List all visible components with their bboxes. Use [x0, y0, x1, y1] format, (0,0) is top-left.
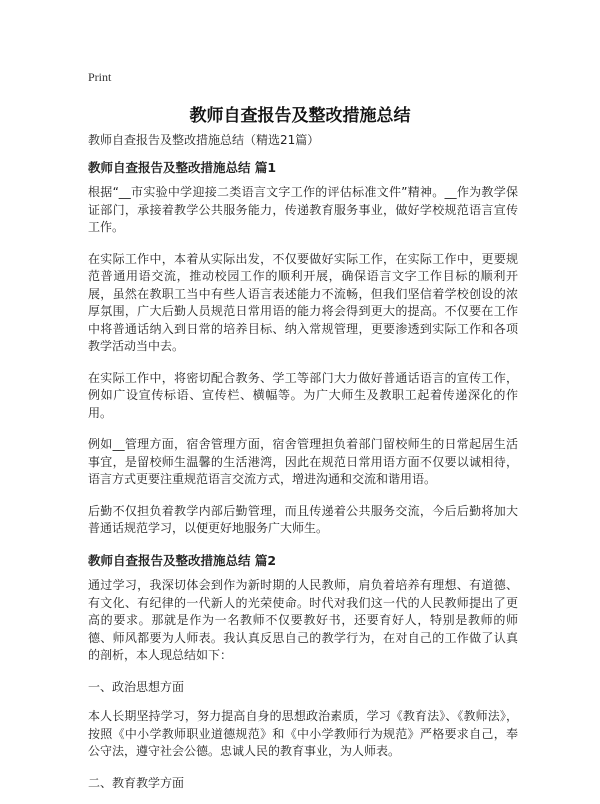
part1-paragraph-4: 例如__管理方面，宿舍管理方面，宿舍管理担负着部门留校师生的日常起居生活事宜，是留校师生温馨的生活港湾，因此在规范日常用语方面不仅要以诚相待，语言方式更要注重规范语言交流方式，增进沟通和交流和谐用语。 [88, 437, 518, 486]
part1-paragraph-3: 在实际工作中，将密切配合教务、学工等部门大力做好普通话语言的宣传工作，例如广设宣传标语、宣传栏、横幅等。为广大师生及教职工起着传递深化的作用。 [88, 370, 518, 420]
print-label[interactable]: Print [88, 70, 112, 84]
document-subtitle: 教师自查报告及整改措施总结（精选21篇） [88, 133, 320, 147]
part1-paragraph-5: 后勤不仅担负着教学内部后勤管理，而且传递着公共服务交流，今后后勤将加大普通话规范学习，以便更好地服务广大师生。 [88, 503, 518, 535]
document-body [88, 132, 518, 804]
section1-title: 一、政治思想方面 [88, 679, 185, 694]
part2-intro: 通过学习，我深切体会到作为新时期的人民教师，肩负着培养有理想、有道德、有文化、有纪律的一代新人的光荣使命。时代对我们这一代的人民教师提出了更高的要求。那就是作为一名教师不仅要教好书，还要育好人，特别是教师的师德、师风都要为人师表。我认真反思自己的教学行为，在对自己的工作做了认真的剖析，本人现总结如下： [88, 578, 518, 662]
document-title: 教师自查报告及整改措施总结 [189, 106, 411, 126]
section2-title: 二、教育教学方面 [88, 775, 185, 790]
part1-paragraph-2: 在实际工作中，本着从实际出发，不仅要做好实际工作，在实际工作中，更要规范普通用语交流，推动校园工作的顺利开展，确保语言文字工作目标的顺利开展，虽然在教职工当中有些人语言表述能力不流畅，但我们坚信着学校创设的浓厚氛围，广大后勤人员规范日常用语的能力将会得到更大的提高。不仅要在工作中将普通话纳入到日常的培养目标、纳入常规管理，更要渗透到实际工作和各项教学活动当中去。 [88, 251, 518, 353]
part1-heading: 教师自查报告及整改措施总结 篇1 [88, 159, 277, 175]
part2-heading: 教师自查报告及整改措施总结 篇2 [88, 552, 277, 568]
part1-paragraph-1: 根据“__市实验中学迎接二类语言文字工作的评估标准文件”精神。__作为教学保证部门，承接着教学公共服务能力，传递教育服务事业，做好学校规范语言宣传工作。 [88, 185, 518, 234]
section1-text: 本人长期坚持学习，努力提高自身的思想政治素质，学习《教育法》、《教师法》，按照《中小学教师职业道德规范》和《中小学教师行为规范》严格要求自己，奉公守法，遵守社会公德。忠诚人民的教育事业，为人师表。 [88, 709, 518, 758]
